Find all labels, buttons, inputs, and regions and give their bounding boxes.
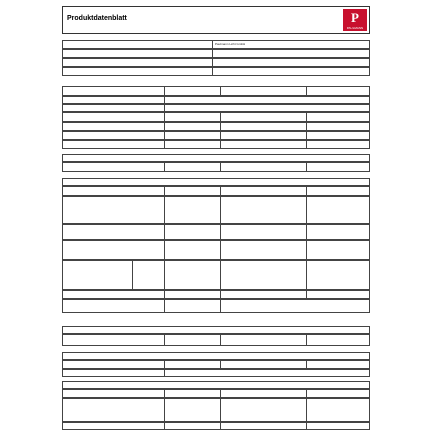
- row-supplier-name: [62, 40, 370, 49]
- row-parameter-header: [62, 162, 370, 172]
- row-mains-2: [62, 398, 370, 422]
- cell-label: [63, 361, 165, 368]
- cell-value: [213, 41, 371, 48]
- cell-value: [165, 113, 221, 121]
- cell-label: [63, 241, 165, 259]
- cell-label: [63, 225, 165, 239]
- row-supplier-address: [62, 49, 370, 58]
- cell-value: [307, 361, 371, 368]
- page-title: Produktdatenblatt: [67, 15, 127, 22]
- cell-label: [221, 132, 307, 139]
- cell-label: [221, 423, 307, 429]
- row-mains-1: [62, 389, 370, 398]
- cell-label: [221, 361, 307, 368]
- cell-label: [133, 261, 165, 289]
- row-chromaticity: [62, 299, 370, 313]
- cell-label: [63, 97, 165, 103]
- cell-value: [165, 87, 221, 95]
- cell-label: [63, 261, 133, 289]
- cell-value: [307, 261, 371, 289]
- cell-value: [307, 423, 371, 429]
- cell-label: [63, 300, 165, 312]
- cell-value: [165, 187, 221, 195]
- cell-value: [165, 300, 221, 312]
- cell-label: [221, 197, 307, 223]
- cell-value: [307, 291, 371, 298]
- cell-value: [213, 59, 371, 66]
- cell-value: [307, 197, 371, 223]
- cell-label: [221, 335, 307, 345]
- cell-value: [165, 423, 221, 429]
- row-dimensions: [62, 260, 370, 290]
- cell-label: [63, 123, 165, 130]
- row-technology: [62, 86, 370, 96]
- cell-value: [165, 123, 221, 130]
- cell-label: [63, 41, 213, 48]
- row-model: [62, 58, 370, 67]
- row-led-2: [62, 369, 370, 377]
- cell-value: [165, 105, 371, 111]
- cell-value: [307, 241, 371, 259]
- cell-label: [221, 141, 307, 148]
- cell-value: [307, 123, 371, 130]
- cell-value: [307, 399, 371, 421]
- row-flux: [62, 196, 370, 224]
- row-equivalent-power: [62, 290, 370, 299]
- section-directional: [62, 326, 370, 334]
- cell-label: [63, 87, 165, 95]
- paulmann-logo: [343, 9, 367, 31]
- cell-label: [63, 50, 213, 57]
- cell-label: [63, 390, 165, 397]
- row-tech-3: [62, 104, 370, 112]
- supplier-name-value: Paulmann Licht GmbH: [215, 42, 246, 46]
- section-parameters: [62, 154, 370, 162]
- row-directional-1: [62, 334, 370, 346]
- cell-value: [165, 361, 221, 368]
- row-tech-7: [62, 140, 370, 149]
- cell-value: [213, 50, 371, 57]
- cell-label: [63, 68, 213, 75]
- row-network-standby: [62, 240, 370, 260]
- logo-letter: P: [351, 10, 359, 25]
- cell-label: [221, 241, 307, 259]
- cell-value: [221, 300, 371, 312]
- cell-value: [307, 132, 371, 139]
- section-led-mains: [62, 381, 370, 389]
- cell-value: [165, 241, 221, 259]
- cell-label: [221, 225, 307, 239]
- row-power-on: [62, 224, 370, 240]
- cell-label: [221, 113, 307, 121]
- row-tech-4: [62, 112, 370, 122]
- cell-value: [307, 113, 371, 121]
- cell-label: [221, 390, 307, 397]
- cell-label: [63, 399, 165, 421]
- cell-value: [165, 390, 221, 397]
- cell-label: [221, 87, 307, 95]
- cell-label: [63, 197, 165, 223]
- cell-label: [63, 187, 165, 195]
- row-mains-3: [62, 422, 370, 430]
- cell-value: [307, 390, 371, 397]
- cell-label: [63, 113, 165, 121]
- cell-label: [63, 291, 165, 298]
- cell-value: [307, 187, 371, 195]
- cell-value: [165, 132, 221, 139]
- cell-label: [63, 132, 165, 139]
- row-led-1: [62, 360, 370, 369]
- cell-label: [221, 123, 307, 130]
- cell-label: [63, 163, 165, 171]
- row-tech-5: [62, 122, 370, 131]
- cell-value: [307, 163, 371, 171]
- row-tech-2: [62, 96, 370, 104]
- cell-label: [63, 105, 165, 111]
- row-energy: [62, 186, 370, 196]
- cell-label: [221, 399, 307, 421]
- cell-value: [165, 141, 221, 148]
- cell-value: [307, 87, 371, 95]
- cell-value: [213, 68, 371, 75]
- cell-label: [63, 423, 165, 429]
- logo-wordmark: PAULMANN: [346, 26, 364, 30]
- cell-value: [165, 399, 221, 421]
- cell-label: [221, 261, 307, 289]
- cell-value: [165, 291, 221, 298]
- cell-value: [307, 141, 371, 148]
- cell-label: [221, 187, 307, 195]
- cell-label: [63, 335, 165, 345]
- cell-label: [63, 141, 165, 148]
- row-tech-6: [62, 131, 370, 140]
- cell-value: [165, 261, 221, 289]
- cell-value: [165, 335, 221, 345]
- cell-label: [221, 291, 307, 298]
- cell-value: [165, 370, 371, 376]
- cell-label: [221, 163, 307, 171]
- cell-value: [165, 225, 221, 239]
- cell-value: [307, 225, 371, 239]
- row-lightsource-type: [62, 67, 370, 76]
- cell-label: [63, 59, 213, 66]
- cell-value: [307, 335, 371, 345]
- cell-value: [165, 163, 221, 171]
- cell-value: [165, 97, 371, 103]
- cell-label: [63, 370, 165, 376]
- cell-value: [165, 197, 221, 223]
- section-general-parameters: [62, 178, 370, 186]
- product-data-sheet: [62, 6, 370, 430]
- section-led-oled: [62, 352, 370, 360]
- title-row: [62, 6, 370, 34]
